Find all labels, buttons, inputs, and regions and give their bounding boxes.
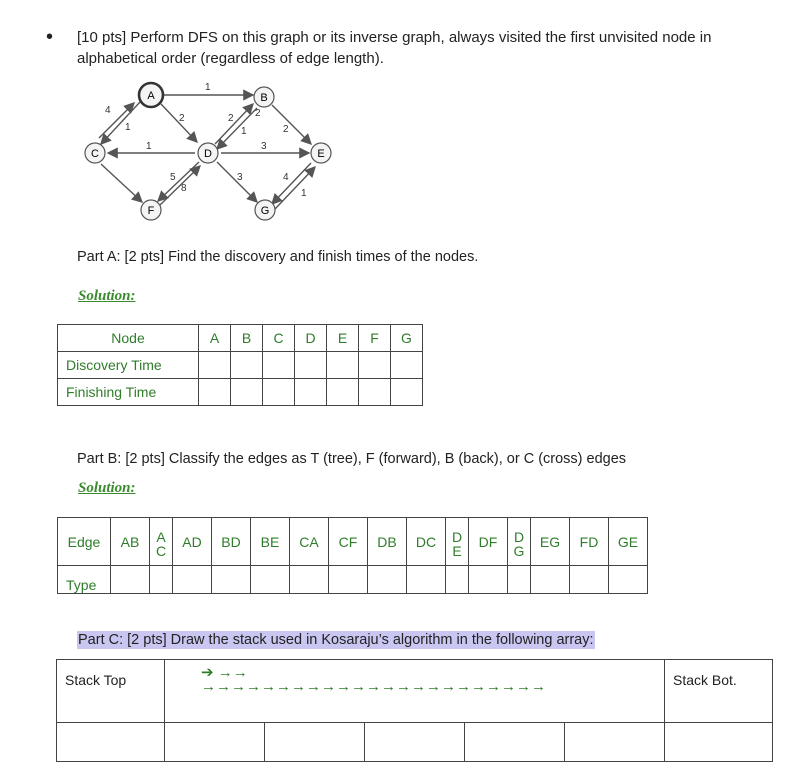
edge-col: FD	[570, 518, 609, 566]
type-cell[interactable]	[407, 566, 446, 594]
finishing-cell[interactable]	[327, 379, 359, 406]
svg-text:A: A	[147, 90, 155, 102]
edge-label: 4	[105, 105, 111, 116]
type-row-label: Type	[58, 566, 111, 594]
edge-col: CA	[290, 518, 329, 566]
edge-header: Edge	[58, 518, 111, 566]
edge-db	[215, 104, 253, 144]
type-cell[interactable]	[368, 566, 407, 594]
edge-col: GE	[609, 518, 648, 566]
discovery-row-label: Discovery Time	[58, 352, 199, 379]
stack-arrows-cell	[165, 660, 665, 723]
edge-label: 1	[205, 82, 211, 93]
type-cell[interactable]	[531, 566, 570, 594]
stack-cell[interactable]	[165, 723, 265, 762]
stack-cell[interactable]	[465, 723, 565, 762]
edge-col: EG	[531, 518, 570, 566]
edge-col: D E	[446, 518, 469, 566]
edge-col: AB	[111, 518, 150, 566]
type-cell[interactable]	[469, 566, 508, 594]
edge-col: DC	[407, 518, 446, 566]
discovery-cell[interactable]	[263, 352, 295, 379]
type-cell[interactable]	[111, 566, 150, 594]
svg-text:D: D	[204, 148, 212, 160]
edge-col: DF	[469, 518, 508, 566]
stack-cell[interactable]	[57, 723, 165, 762]
edge-label: 1	[146, 141, 152, 152]
edge-fd	[159, 166, 200, 206]
node-col: B	[231, 325, 263, 352]
edge-col: CF	[329, 518, 368, 566]
solution-label-a: Solution:	[78, 288, 136, 304]
part-c-text: Part C: [2 pts] Draw the stack used in Kosaraju’s algorithm in the following array:	[78, 632, 594, 648]
node-header: Node	[58, 325, 199, 352]
svg-text:E: E	[317, 148, 325, 160]
edge-classification-table	[57, 517, 648, 594]
edge-label: 4	[283, 172, 289, 183]
discovery-finish-table	[57, 324, 423, 406]
edge-label: 2	[228, 113, 234, 124]
type-cell[interactable]	[508, 566, 531, 594]
arrow-icon-row: →→→→→→→→→→→→→→→→→→→→→→→	[201, 678, 546, 695]
stack-cell[interactable]	[365, 723, 465, 762]
discovery-cell[interactable]	[231, 352, 263, 379]
edge-label: 1	[301, 188, 307, 199]
finishing-cell[interactable]	[231, 379, 263, 406]
discovery-cell[interactable]	[295, 352, 327, 379]
node-col: F	[359, 325, 391, 352]
stack-cell[interactable]	[265, 723, 365, 762]
edge-col: BE	[251, 518, 290, 566]
type-cell[interactable]	[570, 566, 609, 594]
finishing-cell[interactable]	[263, 379, 295, 406]
finishing-cell[interactable]	[199, 379, 231, 406]
discovery-cell[interactable]	[391, 352, 423, 379]
svg-text:G: G	[260, 205, 270, 217]
edge-label: 1	[125, 122, 131, 133]
type-cell[interactable]	[609, 566, 648, 594]
finishing-cell[interactable]	[359, 379, 391, 406]
type-cell[interactable]	[150, 566, 173, 594]
bullet: •	[46, 26, 54, 48]
edge-col: BD	[212, 518, 251, 566]
finishing-row-label: Finishing Time	[58, 379, 199, 406]
finishing-cell[interactable]	[295, 379, 327, 406]
edge-bd	[217, 108, 257, 149]
edge-col: A C	[150, 518, 173, 566]
type-cell[interactable]	[212, 566, 251, 594]
stack-bottom-label: Stack Bot.	[665, 660, 773, 723]
svg-text:F: F	[147, 205, 155, 217]
question-text: [10 pts] Perform DFS on this graph or its inverse graph, always visited the first unvisited node in alphabetical order (regardless of edge length).	[77, 29, 712, 67]
edge-col: D G	[508, 518, 531, 566]
edge-label: 3	[261, 141, 267, 152]
discovery-cell[interactable]	[359, 352, 391, 379]
node-col: D	[295, 325, 327, 352]
node-col: E	[327, 325, 359, 352]
arrow-icon-row: ➔ →→	[201, 664, 248, 681]
stack-cell[interactable]	[665, 723, 773, 762]
type-cell[interactable]	[446, 566, 469, 594]
type-cell[interactable]	[251, 566, 290, 594]
stack-cell[interactable]	[565, 723, 665, 762]
finishing-cell[interactable]	[391, 379, 423, 406]
stack-top-label: Stack Top	[57, 660, 165, 723]
edge-col: AD	[173, 518, 212, 566]
part-b-text: Part B: [2 pts] Classify the edges as T (tree), F (forward), B (back), or C (cross) edges	[77, 451, 627, 467]
part-a-text: Part A: [2 pts] Find the discovery and finish times of the nodes.	[77, 249, 479, 265]
type-cell[interactable]	[290, 566, 329, 594]
discovery-cell[interactable]	[327, 352, 359, 379]
edge-label: 5	[170, 172, 176, 183]
type-cell[interactable]	[173, 566, 212, 594]
svg-text:C: C	[91, 148, 99, 160]
svg-text:B: B	[260, 92, 268, 104]
type-cell[interactable]	[329, 566, 368, 594]
edge-label: 8	[181, 183, 187, 194]
edge-df	[158, 162, 199, 201]
edge-ge	[275, 167, 315, 209]
edge-label: 3	[237, 172, 243, 183]
discovery-cell[interactable]	[199, 352, 231, 379]
edge-label: 2	[179, 113, 185, 124]
edge-col: DB	[368, 518, 407, 566]
node-col: C	[263, 325, 295, 352]
edge-label: 2	[283, 124, 289, 135]
solution-label-b: Solution:	[78, 480, 136, 496]
edge-label: 2	[255, 108, 261, 119]
node-col: A	[199, 325, 231, 352]
edge-be	[272, 105, 311, 144]
graph-figure	[75, 78, 365, 230]
stack-table	[56, 659, 773, 762]
node-col: G	[391, 325, 423, 352]
edge-label: 1	[241, 126, 247, 137]
edge-cf	[101, 164, 142, 202]
